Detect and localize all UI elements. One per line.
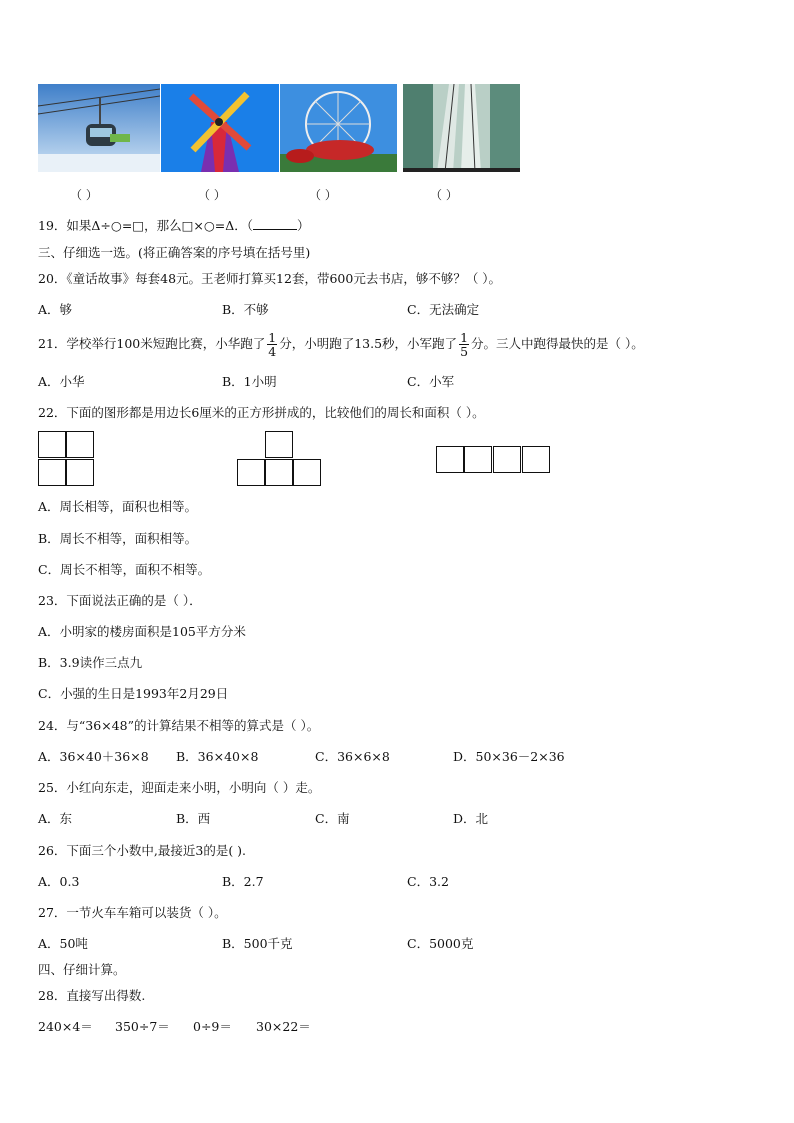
q23-option-c: C．小强的生日是1993年2月29日 bbox=[38, 686, 229, 701]
question-24: 24．与“36×48”的计算结果不相等的算式是（ ）。 bbox=[38, 718, 320, 733]
fraction-one-quarter: $\frac{1}{4}$ bbox=[268, 330, 277, 359]
question-21-part3: 分。三人中跑得最快的是（ ）。 bbox=[471, 336, 644, 351]
answer-blank bbox=[253, 217, 297, 230]
q21-option-c: C．小军 bbox=[407, 374, 455, 389]
calc-item-4: 30×22＝ bbox=[256, 1019, 311, 1034]
answer-paren-3: （ ） bbox=[309, 188, 337, 202]
question-22: 22．下面的图形都是用边长6厘米的正方形拼成的，比较他们的周长和面积（ ）。 bbox=[38, 405, 485, 420]
q26-option-a: A．0.3 bbox=[38, 874, 80, 889]
windmill-picture bbox=[161, 84, 279, 172]
answer-paren-4: （ ） bbox=[430, 188, 458, 202]
figure-square-2x2 bbox=[38, 431, 96, 488]
calc-item-1: 240×4＝ bbox=[38, 1019, 93, 1034]
question-27: 27．一节火车车箱可以装货（ ）。 bbox=[38, 905, 227, 920]
q25-option-b: B．西 bbox=[176, 811, 211, 826]
question-23: 23．下面说法正确的是（ ）． bbox=[38, 593, 202, 608]
q27-option-b: B．500千克 bbox=[222, 936, 293, 951]
q24-option-d: D．50×36－2×36 bbox=[453, 749, 565, 764]
calc-item-2: 350÷7＝ bbox=[115, 1019, 170, 1034]
question-21-part2: 分，小明跑了13.5秒，小军跑了 bbox=[279, 336, 458, 351]
q20-option-c: C．无法确定 bbox=[407, 302, 480, 317]
q27-option-a: A．50吨 bbox=[38, 936, 88, 951]
q22-option-a: A．周长相等，面积也相等。 bbox=[38, 499, 198, 514]
q22-option-b: B．周长不相等，面积相等。 bbox=[38, 531, 198, 546]
q20-option-b: B．不够 bbox=[222, 302, 269, 317]
question-26: 26．下面三个小数中,最接近3的是( ). bbox=[38, 843, 247, 858]
q27-option-c: C．5000克 bbox=[407, 936, 474, 951]
q23-option-b: B．3.9读作三点九 bbox=[38, 655, 143, 670]
q22-option-c: C．周长不相等，面积不相等。 bbox=[38, 562, 211, 577]
answer-paren-1: （ ） bbox=[70, 188, 98, 202]
q21-option-a: A．小华 bbox=[38, 374, 85, 389]
q24-option-c: C．36×6×8 bbox=[315, 749, 390, 764]
cable-car-picture bbox=[38, 84, 160, 172]
q23-option-a: A．小明家的楼房面积是105平方分米 bbox=[38, 624, 246, 639]
question-28: 28．直接写出得数. bbox=[38, 988, 146, 1003]
section-3-heading: 三、仔细选一选。(将正确答案的序号填在括号里) bbox=[38, 245, 311, 260]
q26-option-b: B．2.7 bbox=[222, 874, 264, 889]
escalator-picture bbox=[403, 84, 520, 172]
q25-option-d: D．北 bbox=[453, 811, 489, 826]
question-19-text: 19．如果Δ÷○=□，那么□×○=Δ．（ bbox=[38, 218, 254, 233]
figure-row-of-four bbox=[436, 446, 551, 474]
section-4-heading: 四、仔细计算。 bbox=[38, 962, 126, 977]
q20-option-a: A．够 bbox=[38, 302, 73, 317]
q25-option-a: A．东 bbox=[38, 811, 73, 826]
ferris-wheel-picture bbox=[280, 84, 397, 172]
question-20: 20．《童话故事》每套48元。王老师打算买12套，带600元去书店，够不够？（ ）。 bbox=[38, 271, 502, 286]
figure-t-shape bbox=[237, 431, 323, 488]
q26-option-c: C．3.2 bbox=[407, 874, 449, 889]
fraction-one-fifth: $\frac{1}{5}$ bbox=[460, 330, 469, 359]
calc-item-3: 0÷9＝ bbox=[193, 1019, 232, 1034]
question-19 bbox=[38, 217, 310, 235]
q24-option-b: B．36×40×8 bbox=[176, 749, 259, 764]
question-25: 25．小红向东走，迎面走来小明，小明向（ ）走。 bbox=[38, 780, 321, 795]
q21-option-b: B．1小明 bbox=[222, 374, 277, 389]
q25-option-c: C．南 bbox=[315, 811, 350, 826]
q24-option-a: A．36×40＋36×8 bbox=[38, 749, 149, 764]
question-19-tail: ） bbox=[297, 218, 310, 233]
question-21 bbox=[38, 329, 644, 359]
answer-paren-2: （ ） bbox=[198, 188, 226, 202]
question-21-part1: 21．学校举行100米短跑比赛，小华跑了 bbox=[38, 336, 266, 351]
